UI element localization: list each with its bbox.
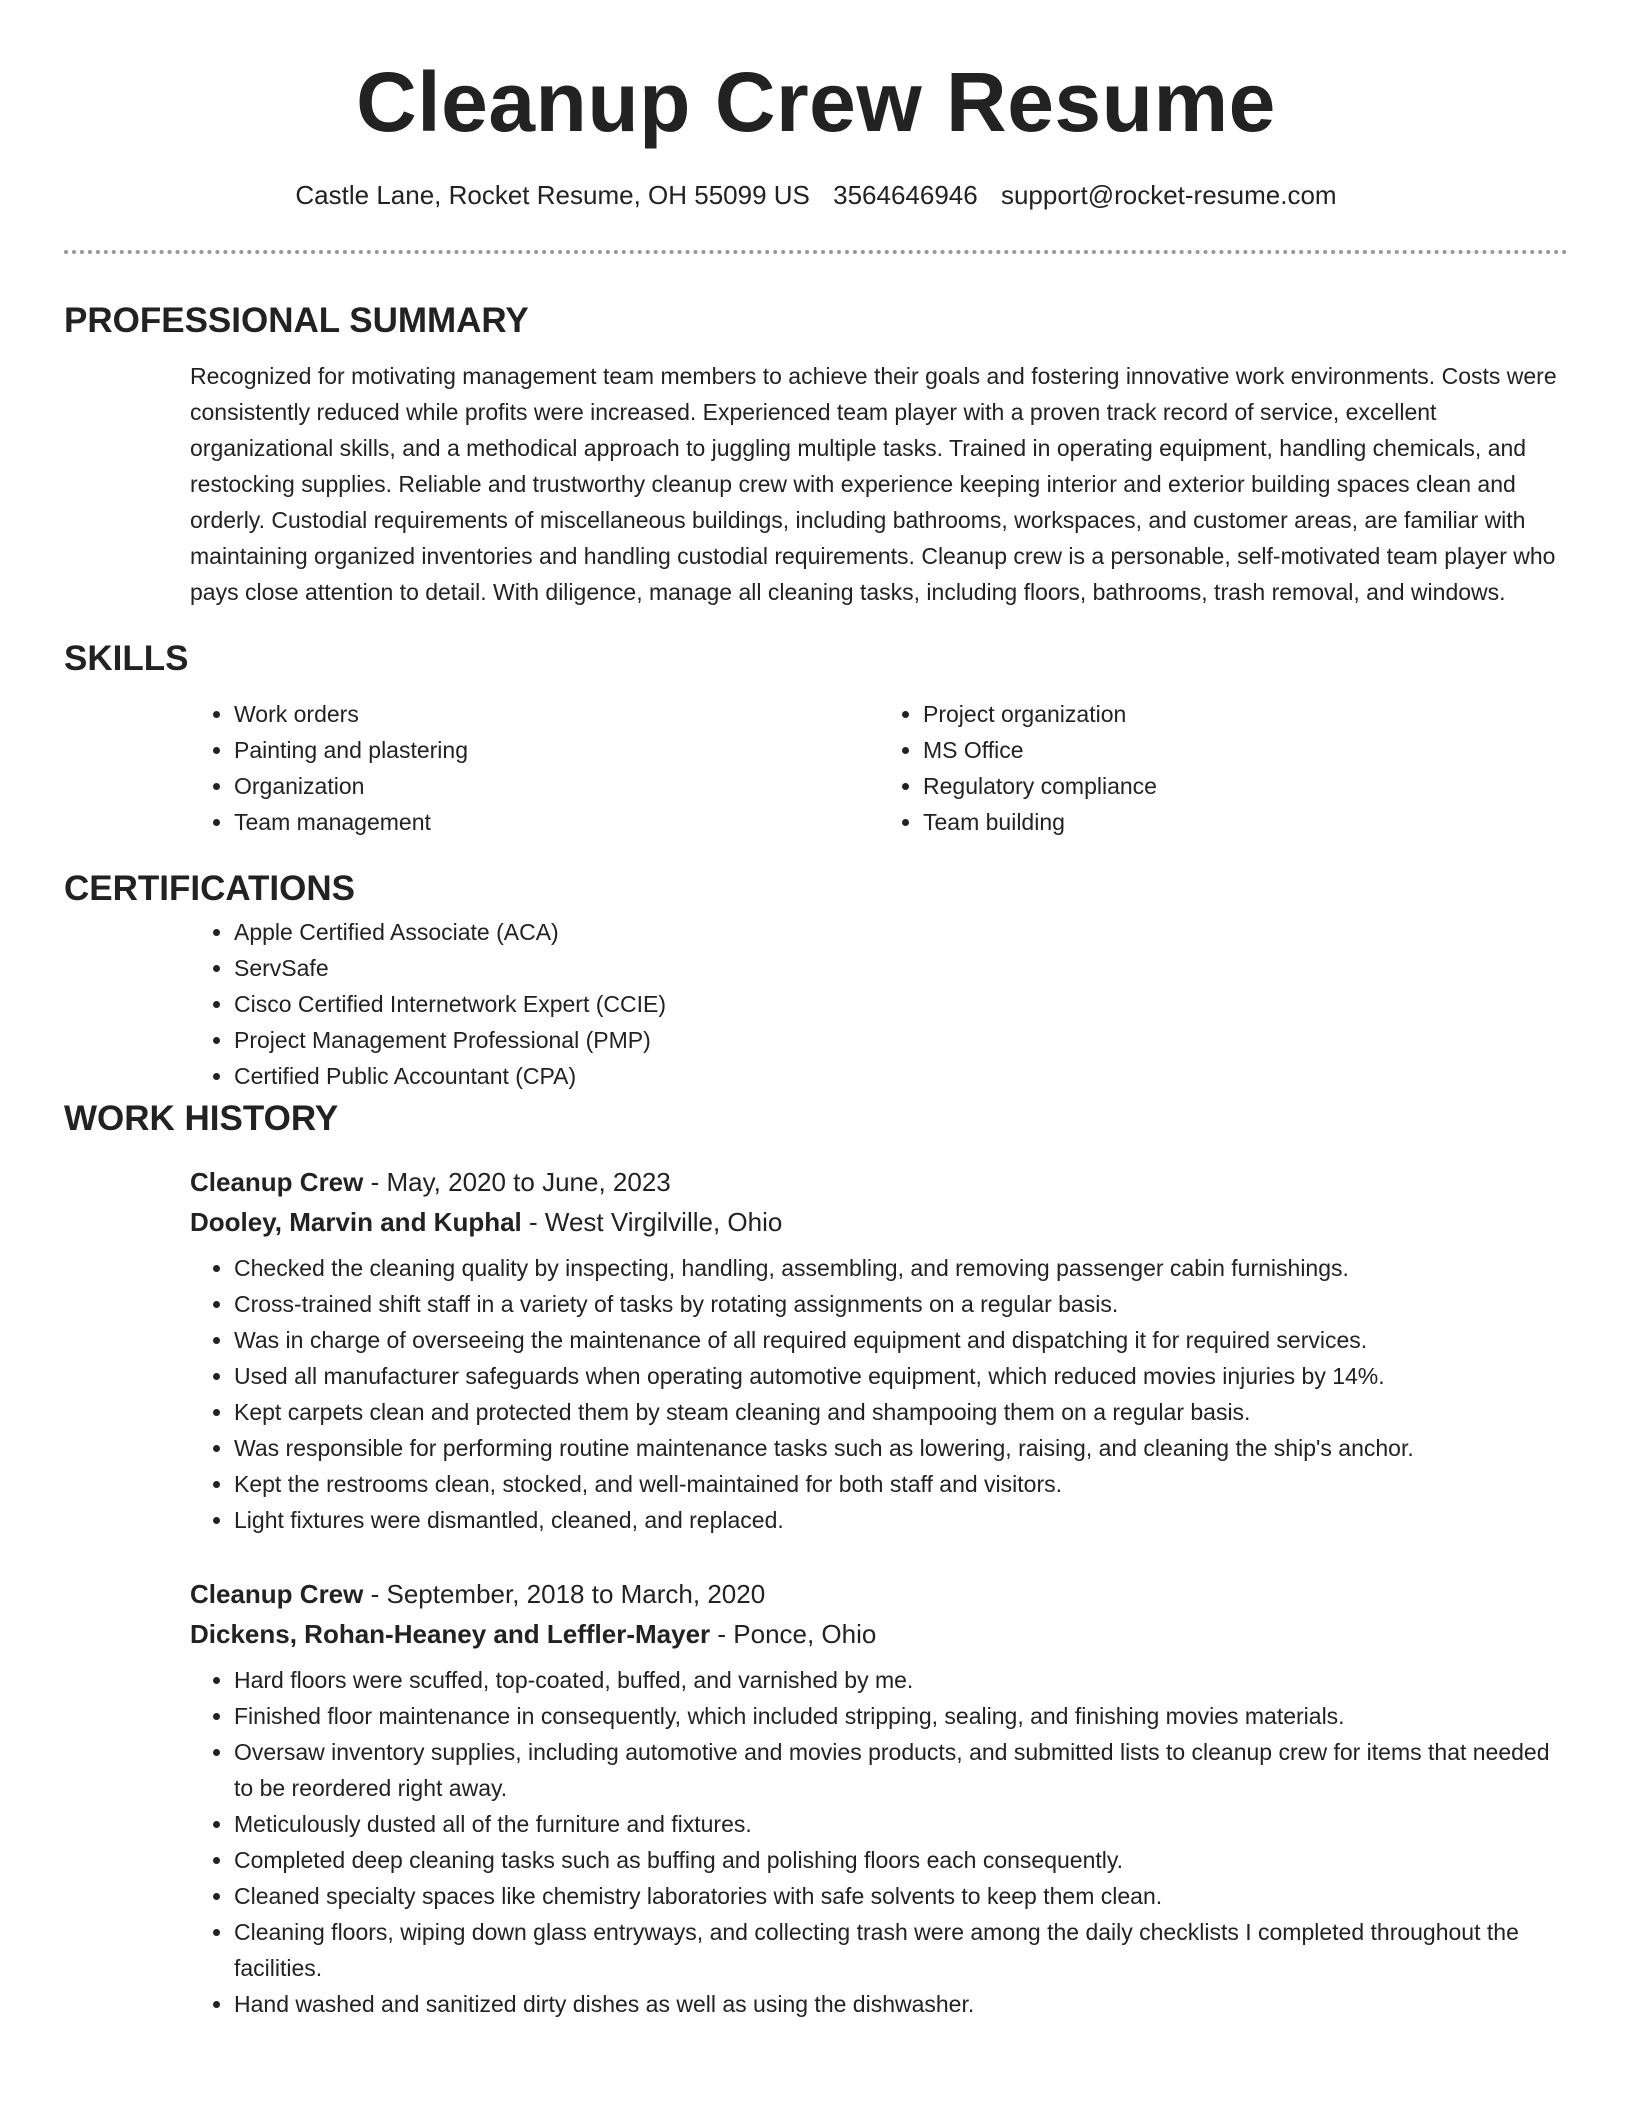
certification-item: • ServSafe bbox=[234, 950, 1568, 986]
job-duty: • Completed deep cleaning tasks such as buffing and polishing floors each consequently. bbox=[234, 1842, 1568, 1878]
certification-item: • Project Management Professional (PMP) bbox=[234, 1022, 1568, 1058]
job-duty: • Hard floors were scuffed, top-coated, buffed, and varnished by me. bbox=[234, 1662, 1568, 1698]
job-entry bbox=[190, 1574, 1568, 2022]
job-duty: • Was responsible for performing routine maintenance tasks such as lowering, raising, and cleaning the ship's anchor. bbox=[234, 1430, 1568, 1466]
job-duty: • Kept the restrooms clean, stocked, and well-maintained for both staff and visitors. bbox=[234, 1466, 1568, 1502]
skills-grid bbox=[190, 696, 1568, 840]
job-duty: • Cleaned specialty spaces like chemistry laboratories with safe solvents to keep them clean. bbox=[234, 1878, 1568, 1914]
certifications-section bbox=[64, 864, 1568, 1094]
job-duty: • Kept carpets clean and protected them by steam cleaning and shampooing them on a regular basis. bbox=[234, 1394, 1568, 1430]
skill-item: • Regulatory compliance bbox=[923, 768, 1568, 804]
header-divider bbox=[64, 250, 1568, 254]
job-dates: - May, 2020 to June, 2023 bbox=[363, 1167, 671, 1197]
job-role: Cleanup Crew bbox=[190, 1167, 364, 1197]
job-duty: • Cleaning floors, wiping down glass entryways, and collecting trash were among the daily checklists I completed throughout the facilities. bbox=[234, 1914, 1568, 1986]
contact-line bbox=[0, 180, 1632, 211]
certification-item: • Apple Certified Associate (ACA) bbox=[234, 914, 1568, 950]
job-company: Dooley, Marvin and Kuphal bbox=[190, 1207, 522, 1237]
summary-text: Recognized for motivating management team members to achieve their goals and fostering innovative work environments. Costs were consistently reduced while profits were increased. Experienced team player with a proven track record of service, excellent organizational skills, and a methodical approach to juggling multiple tasks. Trained in operating equipment, handling chemicals, and restocking supplies. Reliable and trustworthy cleanup crew with experience keeping interior and exterior building spaces clean and orderly. Custodial requirements of miscellaneous buildings, including bathrooms, workspaces, and customer areas, are familiar with maintaining organized inventories and handling custodial requirements. Cleanup crew is a personable, self-motivated team player who pays close attention to detail. With diligence, manage all cleaning tasks, including floors, bathrooms, trash removal, and windows. bbox=[190, 363, 1557, 605]
job-company-line bbox=[190, 1202, 1568, 1242]
skill-item: • Team building bbox=[923, 804, 1568, 840]
work-history-section bbox=[64, 1094, 1568, 2022]
job-location: - Ponce, Ohio bbox=[710, 1619, 877, 1649]
job-duty: • Was in charge of overseeing the maintenance of all required equipment and dispatching it for required services. bbox=[234, 1322, 1568, 1358]
job-duty: • Finished floor maintenance in consequently, which included stripping, sealing, and finishing movies materials. bbox=[234, 1698, 1568, 1734]
skills-section bbox=[64, 634, 1568, 840]
skills-heading: SKILLS bbox=[64, 639, 189, 678]
resume-content bbox=[64, 296, 1568, 2022]
certifications-heading: CERTIFICATIONS bbox=[64, 869, 356, 908]
certification-item: • Certified Public Accountant (CPA) bbox=[234, 1058, 1568, 1094]
job-duties-list bbox=[190, 1662, 1568, 2022]
job-duty: • Used all manufacturer safeguards when operating automotive equipment, which reduced movies injuries by 14%. bbox=[234, 1358, 1568, 1394]
certification-item: • Cisco Certified Internetwork Expert (CCIE) bbox=[234, 986, 1568, 1022]
skills-list-left bbox=[190, 696, 879, 840]
job-company-line bbox=[190, 1614, 1568, 1654]
job-duty: • Checked the cleaning quality by inspecting, handling, assembling, and removing passenger cabin furnishings. bbox=[234, 1250, 1568, 1286]
skills-list-right bbox=[879, 696, 1568, 840]
job-duty: • Meticulously dusted all of the furniture and fixtures. bbox=[234, 1806, 1568, 1842]
summary-section bbox=[64, 296, 1568, 610]
job-entry bbox=[190, 1162, 1568, 1538]
job-duty: • Light fixtures were dismantled, cleaned, and replaced. bbox=[234, 1502, 1568, 1538]
resume-title: Cleanup Crew Resume bbox=[356, 55, 1276, 149]
job-duty: • Hand washed and sanitized dirty dishes as well as using the dishwasher. bbox=[234, 1986, 1568, 2022]
job-title-line bbox=[190, 1162, 1568, 1202]
job-dates: - September, 2018 to March, 2020 bbox=[363, 1579, 766, 1609]
skill-item: • Painting and plastering bbox=[234, 732, 879, 768]
job-location: - West Virgilville, Ohio bbox=[521, 1207, 783, 1237]
contact-email: support@rocket-resume.com bbox=[1000, 180, 1337, 210]
job-duties-list bbox=[190, 1250, 1568, 1538]
certifications-list bbox=[190, 914, 1568, 1094]
job-company: Dickens, Rohan-Heaney and Leffler-Mayer bbox=[190, 1619, 711, 1649]
work-history-heading: WORK HISTORY bbox=[64, 1099, 339, 1138]
skill-item: • Project organization bbox=[923, 696, 1568, 732]
contact-phone: 3564646946 bbox=[833, 180, 978, 210]
skill-item: • Team management bbox=[234, 804, 879, 840]
job-role: Cleanup Crew bbox=[190, 1579, 364, 1609]
summary-heading: PROFESSIONAL SUMMARY bbox=[64, 301, 529, 340]
contact-address: Castle Lane, Rocket Resume, OH 55099 US bbox=[295, 180, 810, 210]
skill-item: • Organization bbox=[234, 768, 879, 804]
skill-item: • MS Office bbox=[923, 732, 1568, 768]
job-duty: • Oversaw inventory supplies, including automotive and movies products, and submitted lists to cleanup crew for items that needed to be reordered right away. bbox=[234, 1734, 1568, 1806]
job-duty: • Cross-trained shift staff in a variety of tasks by rotating assignments on a regular basis. bbox=[234, 1286, 1568, 1322]
job-title-line bbox=[190, 1574, 1568, 1614]
skill-item: • Work orders bbox=[234, 696, 879, 732]
